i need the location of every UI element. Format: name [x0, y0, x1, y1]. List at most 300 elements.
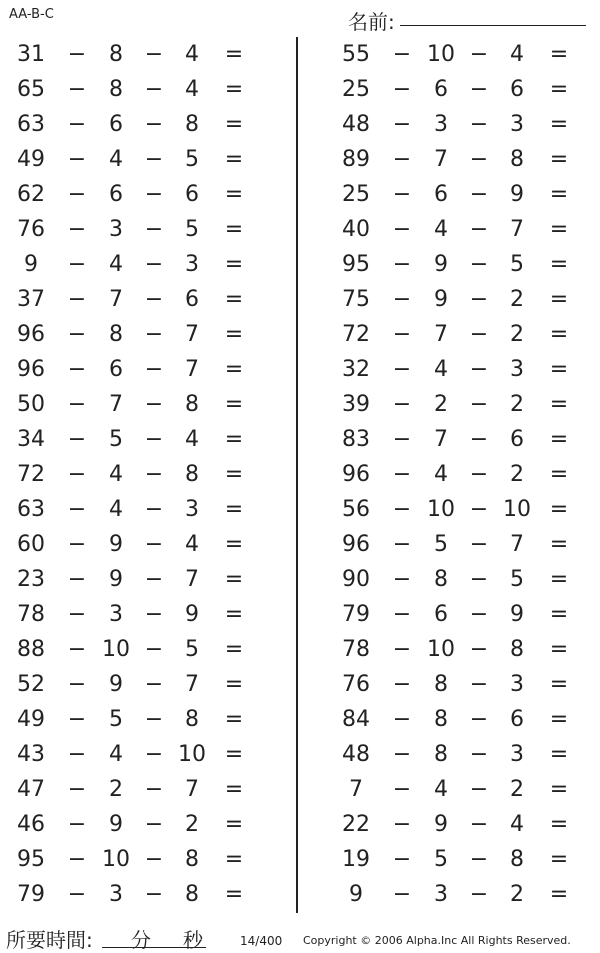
minus-sign: − — [67, 112, 87, 137]
subtrahend-1: 2 — [434, 392, 448, 417]
subtrahend-2: 5 — [510, 252, 524, 277]
equals-sign: = — [224, 287, 244, 312]
minus-sign: − — [469, 147, 489, 172]
problem-row — [325, 318, 600, 353]
problem-row — [325, 248, 600, 283]
minuend: 22 — [342, 812, 370, 837]
minus-sign: − — [144, 602, 164, 627]
problem-row — [325, 213, 600, 248]
subtrahend-1: 8 — [109, 42, 123, 67]
subtrahend-1: 4 — [434, 462, 448, 487]
equals-sign: = — [549, 287, 569, 312]
right-problem-column — [325, 38, 600, 913]
minuend: 50 — [17, 392, 45, 417]
equals-sign: = — [224, 252, 244, 277]
minus-sign: − — [67, 427, 87, 452]
minus-sign: − — [144, 497, 164, 522]
subtrahend-2: 2 — [510, 322, 524, 347]
problem-row — [0, 283, 290, 318]
subtrahend-1: 10 — [427, 637, 455, 662]
equals-sign: = — [224, 392, 244, 417]
problem-row — [325, 668, 600, 703]
subtrahend-2: 6 — [185, 287, 199, 312]
subtrahend-2: 2 — [510, 462, 524, 487]
subtrahend-2: 2 — [510, 287, 524, 312]
subtrahend-2: 4 — [510, 42, 524, 67]
minus-sign: − — [392, 182, 412, 207]
minus-sign: − — [392, 742, 412, 767]
problem-row — [325, 598, 600, 633]
subtrahend-2: 2 — [185, 812, 199, 837]
problem-row — [0, 178, 290, 213]
problem-row — [0, 388, 290, 423]
problem-row — [325, 633, 600, 668]
minus-sign: − — [469, 882, 489, 907]
minus-sign: − — [67, 357, 87, 382]
minus-sign: − — [67, 812, 87, 837]
problem-row — [325, 703, 600, 738]
subtrahend-1: 5 — [109, 707, 123, 732]
minus-sign: − — [144, 252, 164, 277]
minus-sign: − — [144, 42, 164, 67]
subtrahend-2: 5 — [510, 567, 524, 592]
problem-row — [0, 598, 290, 633]
equals-sign: = — [549, 252, 569, 277]
subtrahend-1: 6 — [434, 182, 448, 207]
minus-sign: − — [392, 497, 412, 522]
problem-row — [325, 528, 600, 563]
subtrahend-2: 4 — [185, 532, 199, 557]
minus-sign: − — [469, 217, 489, 242]
minus-sign: − — [392, 637, 412, 662]
minuend: 9 — [24, 252, 38, 277]
problem-row — [0, 38, 290, 73]
problem-row — [0, 353, 290, 388]
subtrahend-1: 10 — [427, 42, 455, 67]
subtrahend-1: 9 — [434, 252, 448, 277]
equals-sign: = — [224, 322, 244, 347]
minus-sign: − — [469, 427, 489, 452]
problem-row — [325, 283, 600, 318]
minus-sign: − — [469, 847, 489, 872]
minuend: 96 — [342, 532, 370, 557]
subtrahend-2: 7 — [185, 777, 199, 802]
minus-sign: − — [469, 77, 489, 102]
minuend: 79 — [17, 882, 45, 907]
minus-sign: − — [144, 777, 164, 802]
problem-row — [0, 143, 290, 178]
minuend: 37 — [17, 287, 45, 312]
minuend: 95 — [17, 847, 45, 872]
minuend: 65 — [17, 77, 45, 102]
minus-sign: − — [392, 532, 412, 557]
equals-sign: = — [224, 882, 244, 907]
subtrahend-2: 4 — [185, 77, 199, 102]
subtrahend-1: 7 — [434, 147, 448, 172]
subtrahend-1: 7 — [109, 287, 123, 312]
subtrahend-1: 3 — [434, 112, 448, 137]
subtrahend-2: 6 — [510, 77, 524, 102]
problem-row — [0, 73, 290, 108]
subtrahend-1: 4 — [109, 252, 123, 277]
subtrahend-1: 5 — [109, 427, 123, 452]
subtrahend-2: 5 — [185, 637, 199, 662]
equals-sign: = — [549, 42, 569, 67]
subtrahend-2: 7 — [510, 217, 524, 242]
subtrahend-1: 6 — [109, 357, 123, 382]
name-blank-line — [400, 25, 586, 26]
minus-sign: − — [469, 182, 489, 207]
problem-row — [0, 248, 290, 283]
minus-sign: − — [67, 42, 87, 67]
problem-row — [325, 73, 600, 108]
equals-sign: = — [224, 777, 244, 802]
problem-row — [325, 493, 600, 528]
subtrahend-1: 4 — [434, 217, 448, 242]
minus-sign: − — [392, 392, 412, 417]
subtrahend-2: 8 — [185, 392, 199, 417]
minuend: 72 — [342, 322, 370, 347]
subtrahend-2: 2 — [510, 392, 524, 417]
equals-sign: = — [224, 42, 244, 67]
minuend: 19 — [342, 847, 370, 872]
subtrahend-2: 3 — [510, 742, 524, 767]
time-required-label: 所要時間: — [6, 928, 93, 952]
minus-sign: − — [67, 287, 87, 312]
minus-sign: − — [469, 637, 489, 662]
minuend: 39 — [342, 392, 370, 417]
problem-row — [325, 738, 600, 773]
subtrahend-2: 3 — [510, 357, 524, 382]
minutes-label: 分 — [131, 928, 151, 952]
minus-sign: − — [392, 847, 412, 872]
subtrahend-1: 9 — [434, 812, 448, 837]
subtrahend-1: 9 — [109, 532, 123, 557]
minus-sign: − — [144, 882, 164, 907]
subtrahend-1: 9 — [109, 812, 123, 837]
minus-sign: − — [469, 287, 489, 312]
subtrahend-2: 4 — [185, 427, 199, 452]
equals-sign: = — [224, 497, 244, 522]
equals-sign: = — [224, 672, 244, 697]
subtrahend-1: 9 — [434, 287, 448, 312]
minus-sign: − — [144, 847, 164, 872]
subtrahend-2: 9 — [510, 182, 524, 207]
subtrahend-1: 10 — [427, 497, 455, 522]
problem-row — [0, 773, 290, 808]
subtrahend-2: 2 — [510, 882, 524, 907]
minus-sign: − — [67, 567, 87, 592]
problem-row — [325, 108, 600, 143]
minus-sign: − — [469, 252, 489, 277]
problem-row — [325, 808, 600, 843]
minuend: 25 — [342, 77, 370, 102]
problem-row — [0, 493, 290, 528]
equals-sign: = — [549, 357, 569, 382]
minus-sign: − — [67, 847, 87, 872]
problem-row — [325, 353, 600, 388]
subtrahend-1: 6 — [109, 112, 123, 137]
subtrahend-2: 3 — [185, 497, 199, 522]
minuend: 76 — [342, 672, 370, 697]
minus-sign: − — [144, 672, 164, 697]
subtrahend-1: 10 — [102, 637, 130, 662]
subtrahend-1: 8 — [109, 322, 123, 347]
subtrahend-1: 8 — [434, 707, 448, 732]
subtrahend-1: 3 — [109, 602, 123, 627]
subtrahend-2: 6 — [185, 182, 199, 207]
subtrahend-1: 9 — [109, 672, 123, 697]
subtrahend-2: 8 — [510, 637, 524, 662]
subtrahend-1: 4 — [434, 777, 448, 802]
equals-sign: = — [224, 77, 244, 102]
subtrahend-1: 2 — [109, 777, 123, 802]
subtrahend-1: 8 — [434, 742, 448, 767]
minus-sign: − — [67, 497, 87, 522]
minuend: 32 — [342, 357, 370, 382]
minus-sign: − — [67, 182, 87, 207]
problem-row — [325, 843, 600, 878]
minuend: 25 — [342, 182, 370, 207]
subtrahend-2: 8 — [185, 462, 199, 487]
left-problem-column — [0, 38, 290, 913]
problem-row — [0, 458, 290, 493]
minus-sign: − — [469, 602, 489, 627]
minus-sign: − — [144, 322, 164, 347]
problem-row — [0, 423, 290, 458]
subtrahend-1: 4 — [109, 147, 123, 172]
equals-sign: = — [224, 812, 244, 837]
subtrahend-1: 9 — [109, 567, 123, 592]
subtrahend-1: 8 — [109, 77, 123, 102]
equals-sign: = — [549, 847, 569, 872]
problem-row — [0, 633, 290, 668]
minus-sign: − — [392, 882, 412, 907]
worksheet-code: AA-B-C — [9, 7, 54, 22]
subtrahend-1: 4 — [109, 742, 123, 767]
equals-sign: = — [224, 567, 244, 592]
minus-sign: − — [144, 742, 164, 767]
subtrahend-2: 6 — [510, 707, 524, 732]
minus-sign: − — [392, 112, 412, 137]
problem-row — [325, 773, 600, 808]
minus-sign: − — [144, 112, 164, 137]
minuend: 34 — [17, 427, 45, 452]
minuend: 40 — [342, 217, 370, 242]
minus-sign: − — [144, 637, 164, 662]
equals-sign: = — [224, 462, 244, 487]
minus-sign: − — [67, 322, 87, 347]
equals-sign: = — [224, 182, 244, 207]
minus-sign: − — [392, 322, 412, 347]
problem-row — [325, 178, 600, 213]
minus-sign: − — [469, 532, 489, 557]
problem-row — [0, 878, 290, 913]
minuend: 48 — [342, 112, 370, 137]
subtrahend-2: 4 — [510, 812, 524, 837]
seconds-label: 秒 — [183, 928, 203, 952]
minus-sign: − — [469, 777, 489, 802]
subtrahend-2: 6 — [510, 427, 524, 452]
subtrahend-1: 8 — [434, 672, 448, 697]
subtrahend-2: 2 — [510, 777, 524, 802]
equals-sign: = — [549, 182, 569, 207]
problem-row — [0, 843, 290, 878]
minuend: 49 — [17, 147, 45, 172]
problem-row — [0, 738, 290, 773]
equals-sign: = — [224, 637, 244, 662]
minus-sign: − — [392, 217, 412, 242]
minus-sign: − — [144, 287, 164, 312]
equals-sign: = — [224, 357, 244, 382]
subtrahend-2: 7 — [185, 322, 199, 347]
footer — [0, 924, 600, 952]
subtrahend-2: 5 — [185, 147, 199, 172]
minus-sign: − — [469, 672, 489, 697]
minus-sign: − — [392, 77, 412, 102]
minus-sign: − — [392, 777, 412, 802]
minuend: 56 — [342, 497, 370, 522]
minus-sign: − — [469, 42, 489, 67]
equals-sign: = — [224, 147, 244, 172]
problem-row — [325, 878, 600, 913]
minus-sign: − — [469, 497, 489, 522]
minuend: 78 — [17, 602, 45, 627]
subtrahend-1: 6 — [434, 602, 448, 627]
problem-row — [0, 563, 290, 598]
equals-sign: = — [549, 812, 569, 837]
equals-sign: = — [224, 217, 244, 242]
minuend: 95 — [342, 252, 370, 277]
problem-row — [325, 143, 600, 178]
minuend: 83 — [342, 427, 370, 452]
minuend: 79 — [342, 602, 370, 627]
minus-sign: − — [469, 707, 489, 732]
problem-row — [325, 38, 600, 73]
minus-sign: − — [392, 357, 412, 382]
minuend: 62 — [17, 182, 45, 207]
minus-sign: − — [67, 252, 87, 277]
minuend: 88 — [17, 637, 45, 662]
minus-sign: − — [67, 462, 87, 487]
minuend: 89 — [342, 147, 370, 172]
minus-sign: − — [67, 602, 87, 627]
minuend: 90 — [342, 567, 370, 592]
subtrahend-1: 10 — [102, 847, 130, 872]
minuend: 78 — [342, 637, 370, 662]
equals-sign: = — [224, 742, 244, 767]
subtrahend-1: 5 — [434, 532, 448, 557]
minus-sign: − — [392, 602, 412, 627]
minus-sign: − — [469, 567, 489, 592]
minuend: 49 — [17, 707, 45, 732]
minuend: 9 — [349, 882, 363, 907]
equals-sign: = — [549, 322, 569, 347]
minuend: 96 — [17, 322, 45, 347]
equals-sign: = — [549, 112, 569, 137]
minus-sign: − — [144, 182, 164, 207]
minus-sign: − — [469, 742, 489, 767]
subtrahend-2: 8 — [510, 847, 524, 872]
minus-sign: − — [469, 812, 489, 837]
subtrahend-1: 7 — [434, 427, 448, 452]
minuend: 63 — [17, 112, 45, 137]
minus-sign: − — [67, 77, 87, 102]
equals-sign: = — [549, 567, 569, 592]
minus-sign: − — [469, 357, 489, 382]
minus-sign: − — [392, 427, 412, 452]
equals-sign: = — [549, 532, 569, 557]
equals-sign: = — [549, 882, 569, 907]
equals-sign: = — [224, 532, 244, 557]
subtrahend-2: 3 — [185, 252, 199, 277]
subtrahend-1: 8 — [434, 567, 448, 592]
subtrahend-2: 9 — [185, 602, 199, 627]
subtrahend-2: 4 — [185, 42, 199, 67]
minus-sign: − — [144, 532, 164, 557]
minus-sign: − — [392, 672, 412, 697]
minuend: 47 — [17, 777, 45, 802]
subtrahend-2: 3 — [510, 672, 524, 697]
subtrahend-1: 6 — [434, 77, 448, 102]
column-divider — [296, 37, 298, 913]
subtrahend-2: 8 — [510, 147, 524, 172]
minus-sign: − — [392, 707, 412, 732]
minus-sign: − — [144, 462, 164, 487]
subtrahend-1: 7 — [109, 392, 123, 417]
subtrahend-2: 5 — [185, 217, 199, 242]
subtrahend-2: 7 — [185, 672, 199, 697]
equals-sign: = — [224, 602, 244, 627]
minus-sign: − — [144, 812, 164, 837]
subtrahend-2: 8 — [185, 882, 199, 907]
equals-sign: = — [549, 392, 569, 417]
subtrahend-1: 6 — [109, 182, 123, 207]
minuend: 76 — [17, 217, 45, 242]
equals-sign: = — [224, 707, 244, 732]
equals-sign: = — [549, 217, 569, 242]
problem-row — [325, 388, 600, 423]
equals-sign: = — [549, 147, 569, 172]
minuend: 23 — [17, 567, 45, 592]
minus-sign: − — [67, 707, 87, 732]
minuend: 75 — [342, 287, 370, 312]
minus-sign: − — [392, 42, 412, 67]
equals-sign: = — [549, 707, 569, 732]
minus-sign: − — [392, 147, 412, 172]
subtrahend-2: 7 — [185, 567, 199, 592]
problem-row — [325, 423, 600, 458]
minus-sign: − — [67, 532, 87, 557]
minuend: 52 — [17, 672, 45, 697]
equals-sign: = — [549, 497, 569, 522]
minus-sign: − — [392, 812, 412, 837]
equals-sign: = — [549, 77, 569, 102]
minus-sign: − — [67, 777, 87, 802]
minuend: 96 — [17, 357, 45, 382]
subtrahend-2: 7 — [510, 532, 524, 557]
subtrahend-2: 9 — [510, 602, 524, 627]
subtrahend-1: 4 — [109, 497, 123, 522]
subtrahend-2: 8 — [185, 112, 199, 137]
minus-sign: − — [67, 882, 87, 907]
minus-sign: − — [67, 392, 87, 417]
subtrahend-2: 10 — [503, 497, 531, 522]
equals-sign: = — [549, 602, 569, 627]
minus-sign: − — [144, 217, 164, 242]
minuend: 43 — [17, 742, 45, 767]
problem-row — [0, 318, 290, 353]
